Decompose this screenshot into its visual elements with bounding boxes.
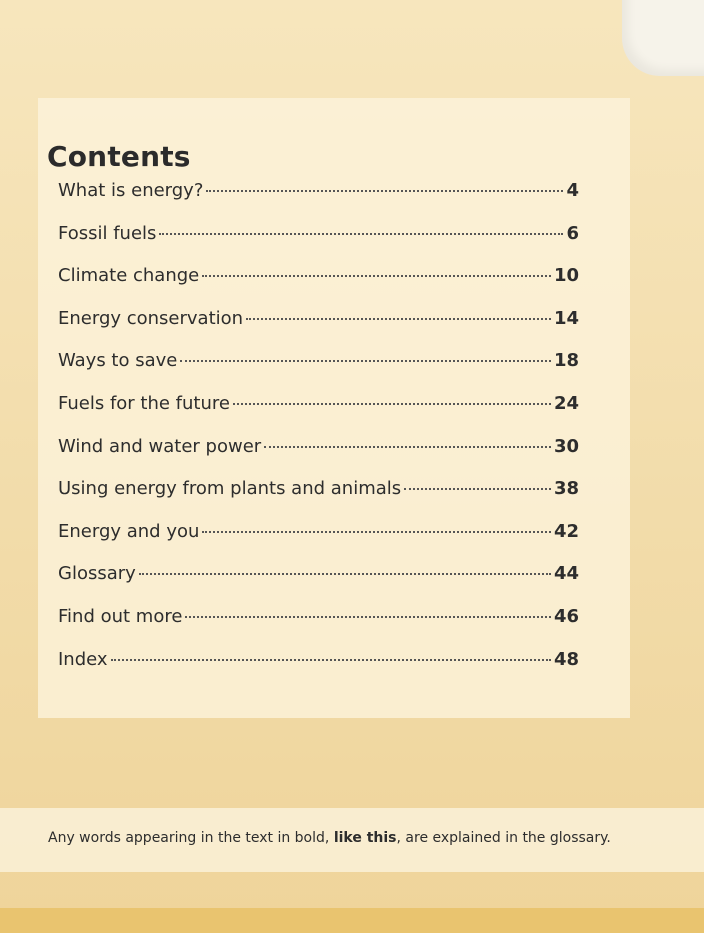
dot-leader: [202, 275, 551, 277]
toc-entry[interactable]: [58, 350, 579, 393]
dot-leader: [206, 190, 563, 192]
toc-entry[interactable]: [58, 521, 579, 564]
toc-entry-label: Energy and you: [58, 520, 200, 542]
dot-leader: [404, 488, 551, 490]
dot-leader: [202, 531, 551, 533]
toc-entry[interactable]: [58, 606, 579, 649]
toc-entry-page: 38: [553, 478, 579, 500]
dot-leader: [233, 403, 551, 405]
page-corner: [622, 0, 704, 76]
toc-entry-label: Climate change: [58, 265, 200, 287]
toc-entry-page: 42: [553, 520, 579, 542]
toc-entry-label: Glossary: [58, 563, 136, 585]
toc-entry[interactable]: [58, 308, 579, 351]
toc-entry[interactable]: [58, 563, 579, 606]
table-of-contents: [58, 180, 579, 691]
toc-entry-page: 48: [553, 648, 579, 670]
toc-entry-page: 46: [553, 605, 579, 627]
toc-entry-label: Index: [58, 648, 108, 670]
dot-leader: [246, 318, 551, 320]
toc-entry-label: Using energy from plants and animals: [58, 478, 402, 500]
toc-entry-label: Find out more: [58, 605, 183, 627]
toc-entry-page: 24: [553, 392, 579, 414]
toc-entry-page: 6: [566, 222, 579, 244]
toc-entry-page: 14: [553, 307, 579, 329]
toc-entry-page: 44: [553, 563, 579, 585]
toc-entry[interactable]: [58, 649, 579, 692]
toc-entry[interactable]: [58, 478, 579, 521]
dot-leader: [185, 616, 551, 618]
bottom-edge-strip: [0, 908, 704, 933]
toc-entry-label: What is energy?: [58, 180, 204, 201]
toc-entry-label: Fossil fuels: [58, 222, 157, 244]
glossary-note-text: Any words appearing in the text in bold,: [48, 830, 334, 846]
toc-entry-page: 18: [553, 350, 579, 372]
dot-leader: [139, 573, 551, 575]
dot-leader: [264, 446, 551, 448]
toc-entry-page: 4: [566, 180, 579, 201]
toc-entry-page: 10: [553, 265, 579, 287]
toc-entry-label: Ways to save: [58, 350, 178, 372]
dot-leader: [180, 360, 551, 362]
glossary-note-text-end: , are explained in the glossary.: [396, 830, 611, 846]
toc-entry-page: 30: [553, 435, 579, 457]
toc-entry-label: Energy conservation: [58, 307, 244, 329]
dot-leader: [159, 233, 563, 235]
toc-entry[interactable]: [58, 436, 579, 479]
dot-leader: [111, 659, 551, 661]
glossary-note-bold-example: like this: [333, 830, 397, 846]
toc-entry[interactable]: [58, 223, 579, 266]
toc-entry[interactable]: [58, 180, 579, 223]
page-title: Contents: [47, 140, 191, 173]
toc-entry[interactable]: [58, 393, 579, 436]
toc-entry[interactable]: [58, 265, 579, 308]
glossary-note: [48, 830, 648, 846]
toc-entry-label: Wind and water power: [58, 435, 262, 457]
toc-entry-label: Fuels for the future: [58, 392, 230, 414]
